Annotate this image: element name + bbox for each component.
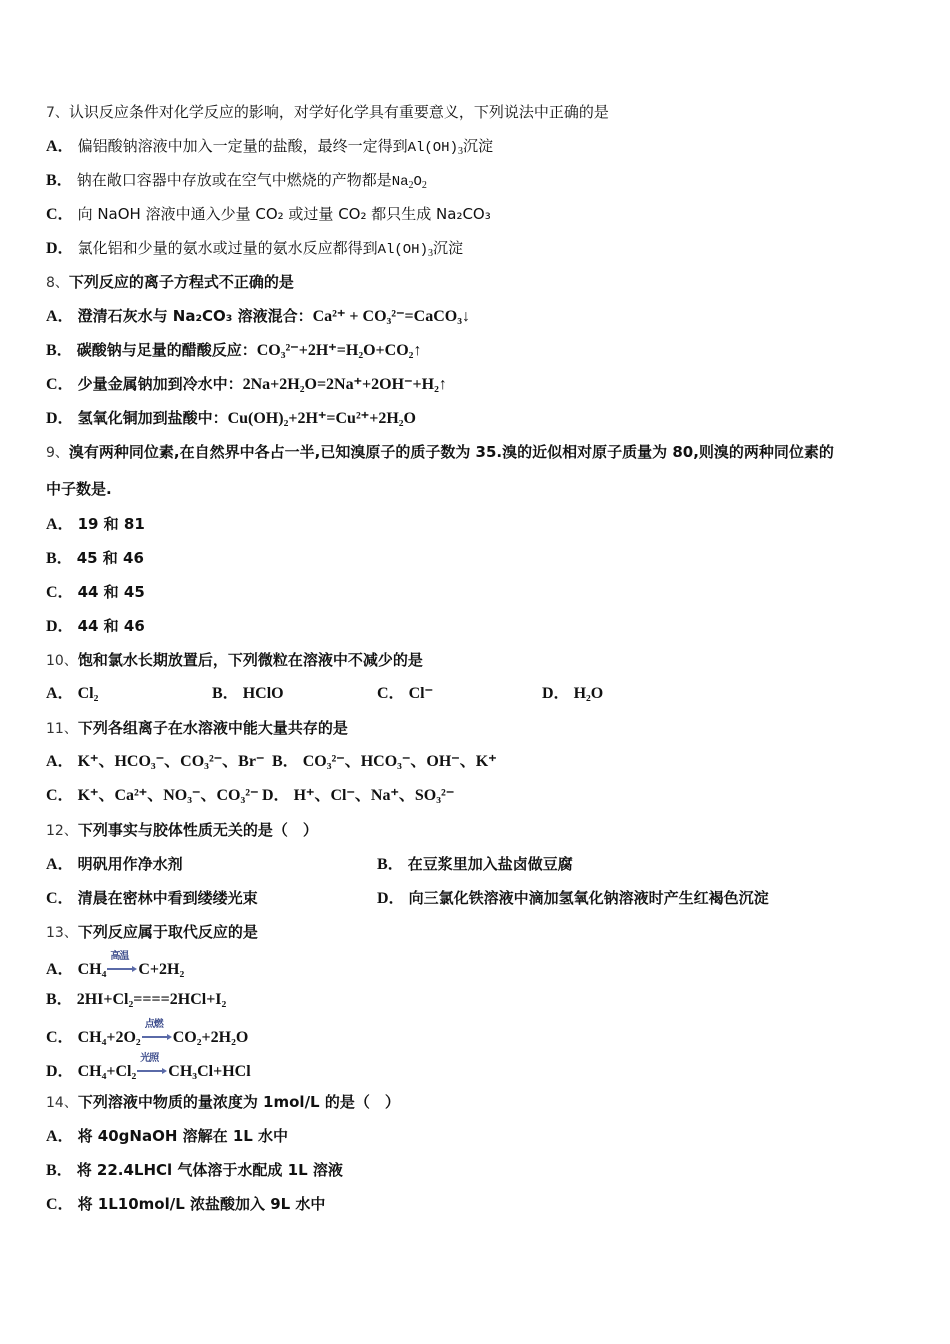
- option-text: 将 22.4LHCl 气体溶于水配成 1L 溶液: [76, 1161, 343, 1179]
- option-label: A．: [46, 685, 74, 702]
- option-label: D．: [542, 685, 570, 702]
- question-13-option-a: [46, 951, 185, 980]
- products: CH₃Cl+HCl: [168, 1063, 251, 1080]
- option-text: 向 NaOH 溶液中通入少量 CO₂ 或过量 CO₂ 都只生成 Na₂CO₃: [77, 205, 491, 223]
- option-label: C．: [46, 376, 74, 393]
- reaction-arrow-icon: [107, 951, 137, 972]
- option-label: C．: [46, 787, 74, 804]
- option-label: D．: [377, 890, 405, 907]
- option-label: B．: [46, 991, 73, 1008]
- question-12-option-a: [46, 854, 183, 875]
- question-7-option-b: [46, 170, 427, 192]
- option-text: 氯化铝和少量的氨水或过量的氨水反应都得到: [77, 239, 378, 257]
- option-text: 碳酸钠与足量的醋酸反应：: [76, 341, 257, 359]
- subscript: 2: [421, 180, 427, 191]
- question-12-option-b: [377, 854, 573, 875]
- option-text: 45 和 46: [76, 549, 144, 567]
- question-9-option-c: [46, 582, 145, 603]
- products: CO₂+2H₂O: [172, 1029, 249, 1046]
- option-text: Cl₂: [77, 685, 99, 702]
- option-label: A．: [46, 138, 74, 155]
- question-7-option-d: [46, 238, 463, 260]
- option-text: 偏铝酸钠溶液中加入一定量的盐酸，最终一定得到: [77, 137, 408, 155]
- subscript: 3: [458, 146, 463, 157]
- question-11-option-c: [46, 786, 259, 806]
- equation: 2Na+2H₂O=2Na⁺+2OH⁻+H₂↑: [242, 376, 447, 393]
- option-label: B．: [377, 856, 404, 873]
- question-8-option-a: [46, 306, 470, 327]
- option-text: 19 和 81: [77, 515, 145, 533]
- option-text: 清晨在密林中看到缕缕光束: [77, 889, 258, 907]
- question-number: 14、: [46, 1095, 78, 1111]
- option-label: A．: [46, 961, 74, 978]
- question-9-stem-continued: [46, 479, 112, 500]
- question-14-option-c: [46, 1194, 325, 1215]
- question-13-option-d: [46, 1053, 251, 1082]
- question-number: 12、: [46, 823, 78, 839]
- option-label: B．: [46, 172, 73, 189]
- option-text: H⁺、Cl⁻、Na⁺、SO₃²⁻: [293, 787, 455, 804]
- option-label: C．: [46, 206, 74, 223]
- reactants: CH₄+Cl₂: [77, 1063, 137, 1080]
- question-12-stem: [46, 820, 318, 841]
- formula: Na: [391, 174, 409, 190]
- option-text: HClO: [242, 685, 284, 702]
- question-number: 7、: [46, 105, 69, 121]
- option-text: CO₃²⁻、HCO₃⁻、OH⁻、K⁺: [302, 753, 497, 770]
- option-text: 钠在敞口容器中存放或在空气中燃烧的产物都是: [76, 171, 392, 189]
- reaction-condition: 高温: [110, 951, 129, 962]
- question-11-option-d: [262, 786, 454, 806]
- products: C+2H₂: [138, 961, 185, 978]
- question-11-stem: [46, 718, 348, 739]
- formula: O: [413, 174, 422, 190]
- option-label: D．: [46, 410, 74, 427]
- question-11-option-a: [46, 752, 264, 772]
- question-text: 饱和氯水长期放置后，下列微粒在溶液中不减少的是: [77, 651, 423, 669]
- question-text: 下列事实与胶体性质无关的是（ ）: [77, 821, 318, 839]
- subscript: 3: [428, 248, 433, 259]
- option-text: K⁺、Ca²⁺、NO₃⁻、CO₃²⁻: [77, 787, 259, 804]
- option-label: D．: [262, 787, 290, 804]
- option-text: 将 1L10mol/L 浓盐酸加入 9L 水中: [77, 1195, 326, 1213]
- option-text: K⁺、HCO₃⁻、CO₃²⁻、Br⁻: [77, 753, 265, 770]
- question-7-option-c: [46, 204, 491, 225]
- option-tail: 沉淀: [433, 239, 464, 257]
- equation: Ca²⁺ + CO₃²⁻=CaCO₃↓: [312, 308, 471, 325]
- option-label: C．: [46, 1196, 74, 1213]
- question-12-option-c: [46, 888, 258, 909]
- option-label: B．: [46, 550, 73, 567]
- question-text: 下列溶液中物质的量浓度为 1mol/L 的是（ ）: [77, 1093, 400, 1111]
- question-number: 8、: [46, 275, 69, 291]
- question-text: 下列反应属于取代反应的是: [77, 923, 258, 941]
- question-8-option-c: [46, 374, 447, 395]
- option-label: C．: [377, 685, 405, 702]
- option-label: B．: [212, 685, 239, 702]
- option-text: 澄清石灰水与 Na₂CO₃ 溶液混合：: [77, 307, 313, 325]
- option-label: B．: [46, 1162, 73, 1179]
- reactants: CH₄+2O₂: [77, 1029, 141, 1046]
- question-13-stem: [46, 922, 258, 943]
- option-text: 少量金属钠加到冷水中：: [77, 375, 243, 393]
- question-9-option-d: [46, 616, 145, 637]
- question-8-option-d: [46, 408, 416, 429]
- option-label: B．: [46, 342, 73, 359]
- question-7-stem: [46, 102, 609, 123]
- option-label: D．: [46, 240, 74, 257]
- question-number: 11、: [46, 721, 78, 737]
- question-10-option-a: [46, 684, 98, 704]
- reaction-arrow-icon: [142, 1019, 172, 1040]
- reaction-arrow-icon: [137, 1053, 167, 1074]
- question-number: 10、: [46, 653, 78, 669]
- question-11-option-b: [272, 752, 497, 772]
- question-text: 下列反应的离子方程式不正确的是: [68, 273, 294, 291]
- question-8-stem: [46, 272, 294, 293]
- question-13-option-b: [46, 990, 226, 1010]
- question-9-stem: [46, 442, 834, 463]
- option-text: 向三氯化铁溶液中滴加氢氧化钠溶液时产生红褐色沉淀: [408, 889, 769, 907]
- option-label: B．: [272, 753, 299, 770]
- question-10-option-c: [377, 684, 433, 704]
- question-14-option-a: [46, 1126, 288, 1147]
- question-10-option-b: [212, 684, 284, 704]
- question-14-stem: [46, 1092, 400, 1113]
- option-text: Cl⁻: [408, 685, 434, 702]
- question-14-option-b: [46, 1160, 343, 1181]
- question-10-stem: [46, 650, 423, 671]
- equation: 2HI+Cl₂====2HCl+I₂: [76, 991, 227, 1008]
- option-label: C．: [46, 1029, 74, 1046]
- question-9-option-a: [46, 514, 145, 535]
- option-text: 氢氧化铜加到盐酸中：: [77, 409, 228, 427]
- equation: Cu(OH)₂+2H⁺=Cu²⁺+2H₂O: [227, 410, 416, 427]
- question-8-option-b: [46, 340, 421, 361]
- reactants: CH₄: [77, 961, 107, 978]
- option-text: 44 和 46: [77, 617, 145, 635]
- option-text: H₂O: [573, 685, 604, 702]
- option-label: D．: [46, 618, 74, 635]
- option-label: A．: [46, 856, 74, 873]
- option-label: C．: [46, 584, 74, 601]
- question-9-option-b: [46, 548, 144, 569]
- option-label: C．: [46, 890, 74, 907]
- formula: Al(OH): [377, 242, 428, 258]
- option-tail: 沉淀: [463, 137, 494, 155]
- question-number: 9、: [46, 445, 69, 461]
- option-text: 将 40gNaOH 溶解在 1L 水中: [77, 1127, 289, 1145]
- equation: CO₃²⁻+2H⁺=H₂O+CO₂↑: [256, 342, 422, 359]
- question-text: 认识反应条件对化学反应的影响，对学好化学具有重要意义，下列说法中正确的是: [68, 103, 609, 121]
- option-label: A．: [46, 308, 74, 325]
- option-text: 明矾用作净水剂: [77, 855, 183, 873]
- option-label: A．: [46, 516, 74, 533]
- reaction-condition: 光照: [140, 1053, 159, 1064]
- question-text: 下列各组离子在水溶液中能大量共存的是: [77, 719, 348, 737]
- option-label: A．: [46, 753, 74, 770]
- question-7-option-a: [46, 136, 493, 158]
- question-text: 溴有两种同位素,在自然界中各占一半,已知溴原子的质子数为 35.溴的近似相对原子质量为 80,则溴的两种同位素的: [68, 443, 834, 461]
- reaction-condition: 点燃: [144, 1019, 163, 1030]
- question-10-option-d: [542, 684, 603, 704]
- question-13-option-c: [46, 1019, 249, 1048]
- option-label: A．: [46, 1128, 74, 1145]
- formula: Al(OH): [407, 140, 458, 156]
- option-label: D．: [46, 1063, 74, 1080]
- question-12-option-d: [377, 888, 769, 909]
- subscript: 2: [408, 180, 414, 191]
- option-text: 44 和 45: [77, 583, 145, 601]
- question-number: 13、: [46, 925, 78, 941]
- option-text: 在豆浆里加入盐卤做豆腐: [407, 855, 573, 873]
- question-text: 中子数是.: [46, 480, 112, 498]
